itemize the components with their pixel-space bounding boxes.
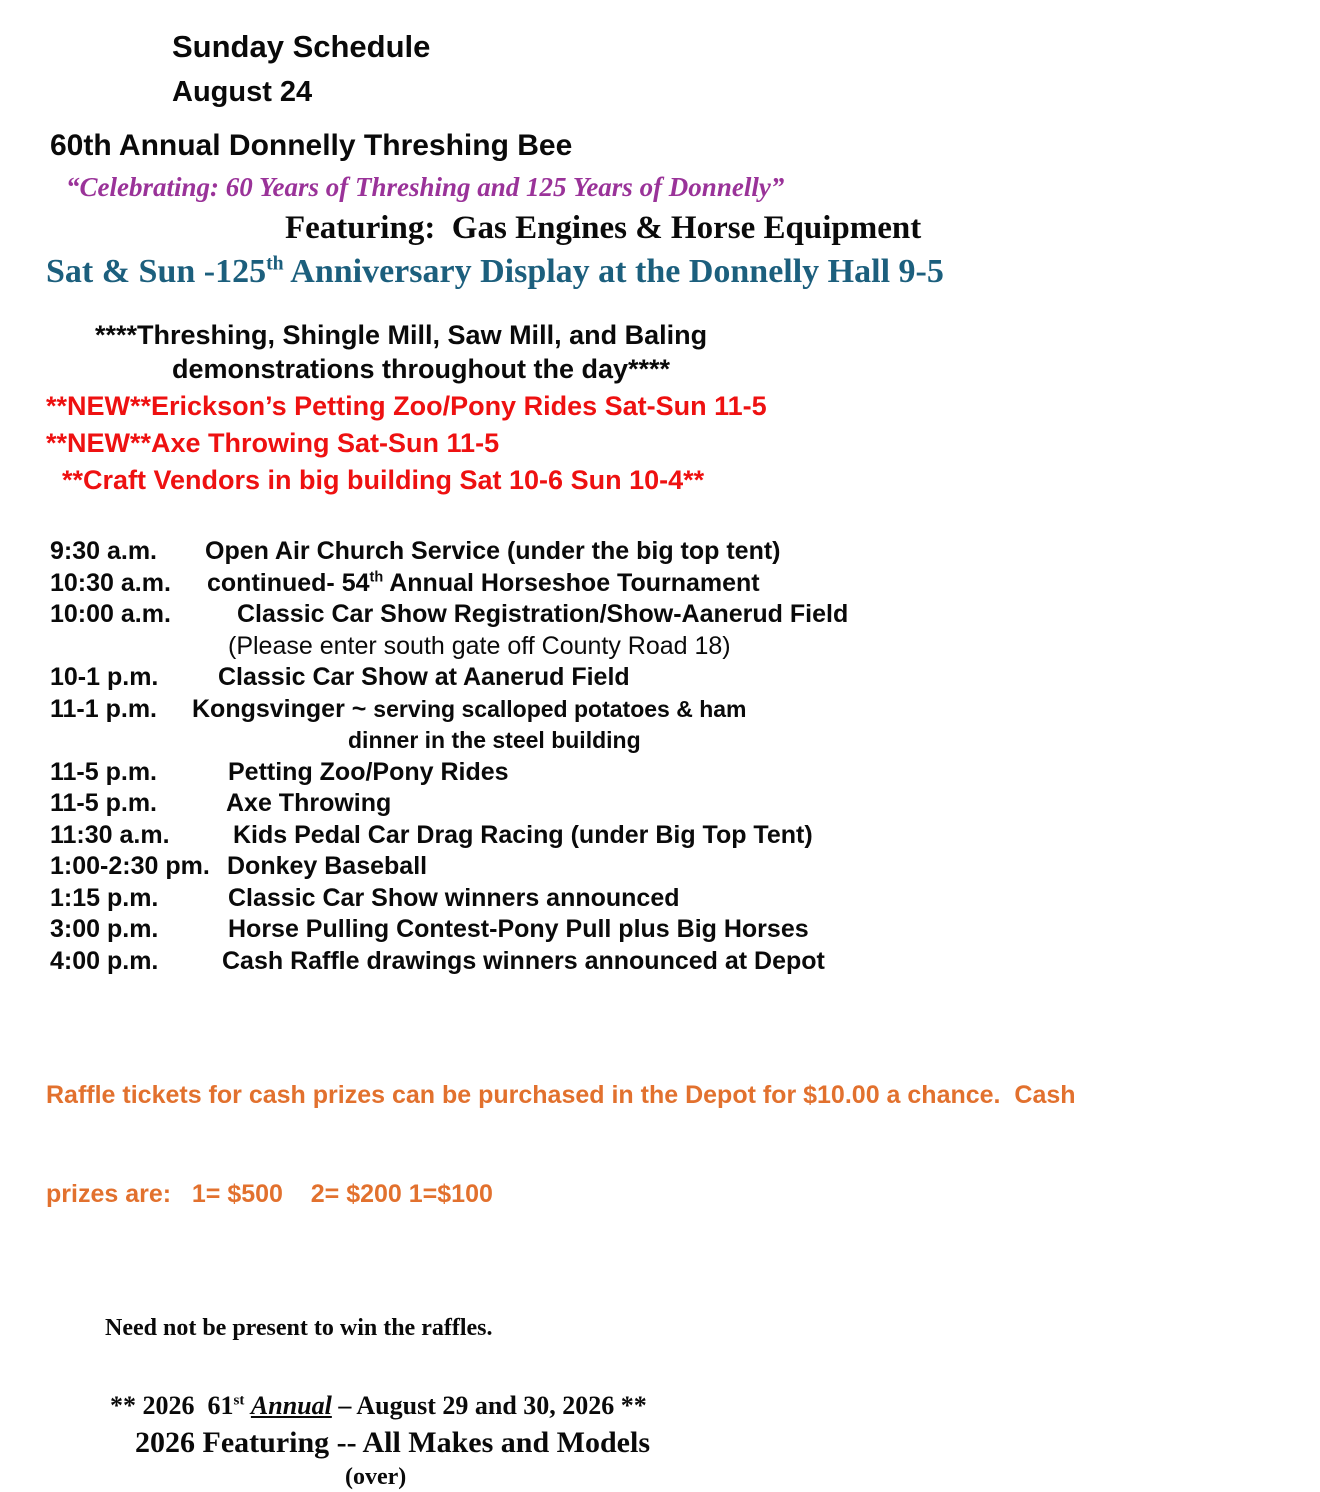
- schedule-list: [50, 536, 1320, 977]
- schedule-row: [50, 757, 1320, 789]
- raffle-line-1: Raffle tickets for cash prizes can be purchased in the Depot for $10.00 a chance. Cash: [46, 1081, 1076, 1109]
- anniversary-line: [46, 250, 1320, 293]
- schedule-time: 1:15 p.m.: [50, 883, 159, 912]
- next-year-post: – August 29 and 30, 2026 **: [331, 1391, 647, 1420]
- schedule-row: [50, 788, 1320, 820]
- schedule-event: Classic Car Show winners announced: [228, 883, 680, 912]
- anniversary-text-pre: Sat & Sun -125: [46, 253, 267, 290]
- anniversary-ordinal: th: [266, 252, 284, 275]
- schedule-event: Donkey Baseball: [227, 852, 428, 880]
- schedule-event: Horse Pulling Contest-Pony Pull plus Big Horses: [228, 915, 809, 943]
- schedule-date: August 24: [172, 76, 313, 108]
- demonstrations-line-1: ****Threshing, Shingle Mill, Saw Mill, and Baling: [95, 320, 708, 350]
- next-year-pre: ** 2026 61: [110, 1391, 234, 1420]
- schedule-time: 11-1 p.m.: [50, 694, 157, 723]
- schedule-event: Cash Raffle drawings winners announced at Depot: [222, 946, 825, 975]
- schedule-row: [50, 694, 1320, 726]
- schedule-row: [50, 883, 1320, 915]
- raffle-line-2: prizes are: 1= $500 2= $200 1=$100: [46, 1180, 493, 1208]
- raffle-info: [46, 1013, 1320, 1277]
- schedule-row: [50, 820, 1320, 852]
- schedule-time: 4:00 p.m.: [50, 946, 159, 975]
- schedule-time: 11:30 a.m.: [50, 820, 170, 849]
- over-label: (over): [345, 1464, 407, 1490]
- schedule-note: (Please enter south gate off County Road 18): [228, 631, 731, 660]
- anniversary-text-post: Anniversary Display at the Donnelly Hall 9-5: [283, 253, 944, 290]
- schedule-time: 10:30 a.m.: [50, 568, 171, 597]
- schedule-row: [50, 536, 1320, 568]
- celebration-tagline: “Celebrating: 60 Years of Threshing and 125 Years of Donnelly”: [66, 172, 785, 202]
- schedule-row: [50, 662, 1320, 694]
- schedule-time: 11-5 p.m.: [50, 789, 157, 817]
- schedule-event: Axe Throwing: [226, 789, 392, 817]
- schedule-time: 1:00-2:30 pm.: [50, 852, 210, 880]
- schedule-time: 11-5 p.m.: [50, 757, 157, 786]
- schedule-time: 10-1 p.m.: [50, 663, 159, 691]
- schedule-row: [50, 599, 1320, 631]
- new-attraction-axe-throwing: **NEW**Axe Throwing Sat-Sun 11-5: [46, 428, 500, 458]
- schedule-event: Classic Car Show at Aanerud Field: [218, 663, 630, 691]
- event-text-detail: serving scalloped potatoes & ham: [373, 695, 747, 722]
- schedule-event: Classic Car Show Registration/Show-Aanerud Field: [237, 600, 849, 628]
- schedule-row: [50, 568, 1320, 600]
- schedule-event: [207, 568, 760, 600]
- schedule-time: 10:00 a.m.: [50, 600, 171, 628]
- schedule-note: dinner in the steel building: [348, 727, 641, 753]
- craft-vendors-line: **Craft Vendors in big building Sat 10-6 Sun 10-4**: [62, 465, 705, 495]
- schedule-event: Open Air Church Service (under the big top tent): [205, 537, 781, 565]
- demonstrations-line-2: demonstrations throughout the day****: [172, 354, 671, 384]
- schedule-row: [50, 914, 1320, 946]
- new-attraction-petting-zoo: **NEW**Erickson’s Petting Zoo/Pony Rides Sat-Sun 11-5: [46, 391, 767, 421]
- schedule-event: [192, 694, 747, 726]
- schedule-event: Petting Zoo/Pony Rides: [228, 757, 509, 786]
- schedule-time: 3:00 p.m.: [50, 915, 159, 943]
- raffle-presence-note: Need not be present to win the raffles.: [105, 1315, 493, 1341]
- event-text-pre: continued- 54: [207, 568, 370, 597]
- schedule-row: [50, 851, 1320, 883]
- featuring-line: Featuring: Gas Engines & Horse Equipment: [285, 210, 922, 246]
- event-ordinal: th: [369, 569, 384, 586]
- event-title: 60th Annual Donnelly Threshing Bee: [50, 129, 573, 162]
- page-title: Sunday Schedule: [172, 29, 431, 64]
- next-year-line: [110, 1390, 1320, 1422]
- schedule-event: Kids Pedal Car Drag Racing (under Big Top Tent): [233, 820, 813, 849]
- event-text-post: Annual Horseshoe Tournament: [383, 568, 760, 597]
- featuring-2026-line: 2026 Featuring -- All Makes and Models: [135, 1426, 650, 1459]
- schedule-time: 9:30 a.m.: [50, 537, 158, 565]
- next-year-ordinal: st: [233, 1392, 245, 1409]
- schedule-row: [50, 946, 1320, 978]
- next-year-annual: Annual: [250, 1391, 332, 1420]
- event-text-main: Kongsvinger ~: [192, 694, 374, 723]
